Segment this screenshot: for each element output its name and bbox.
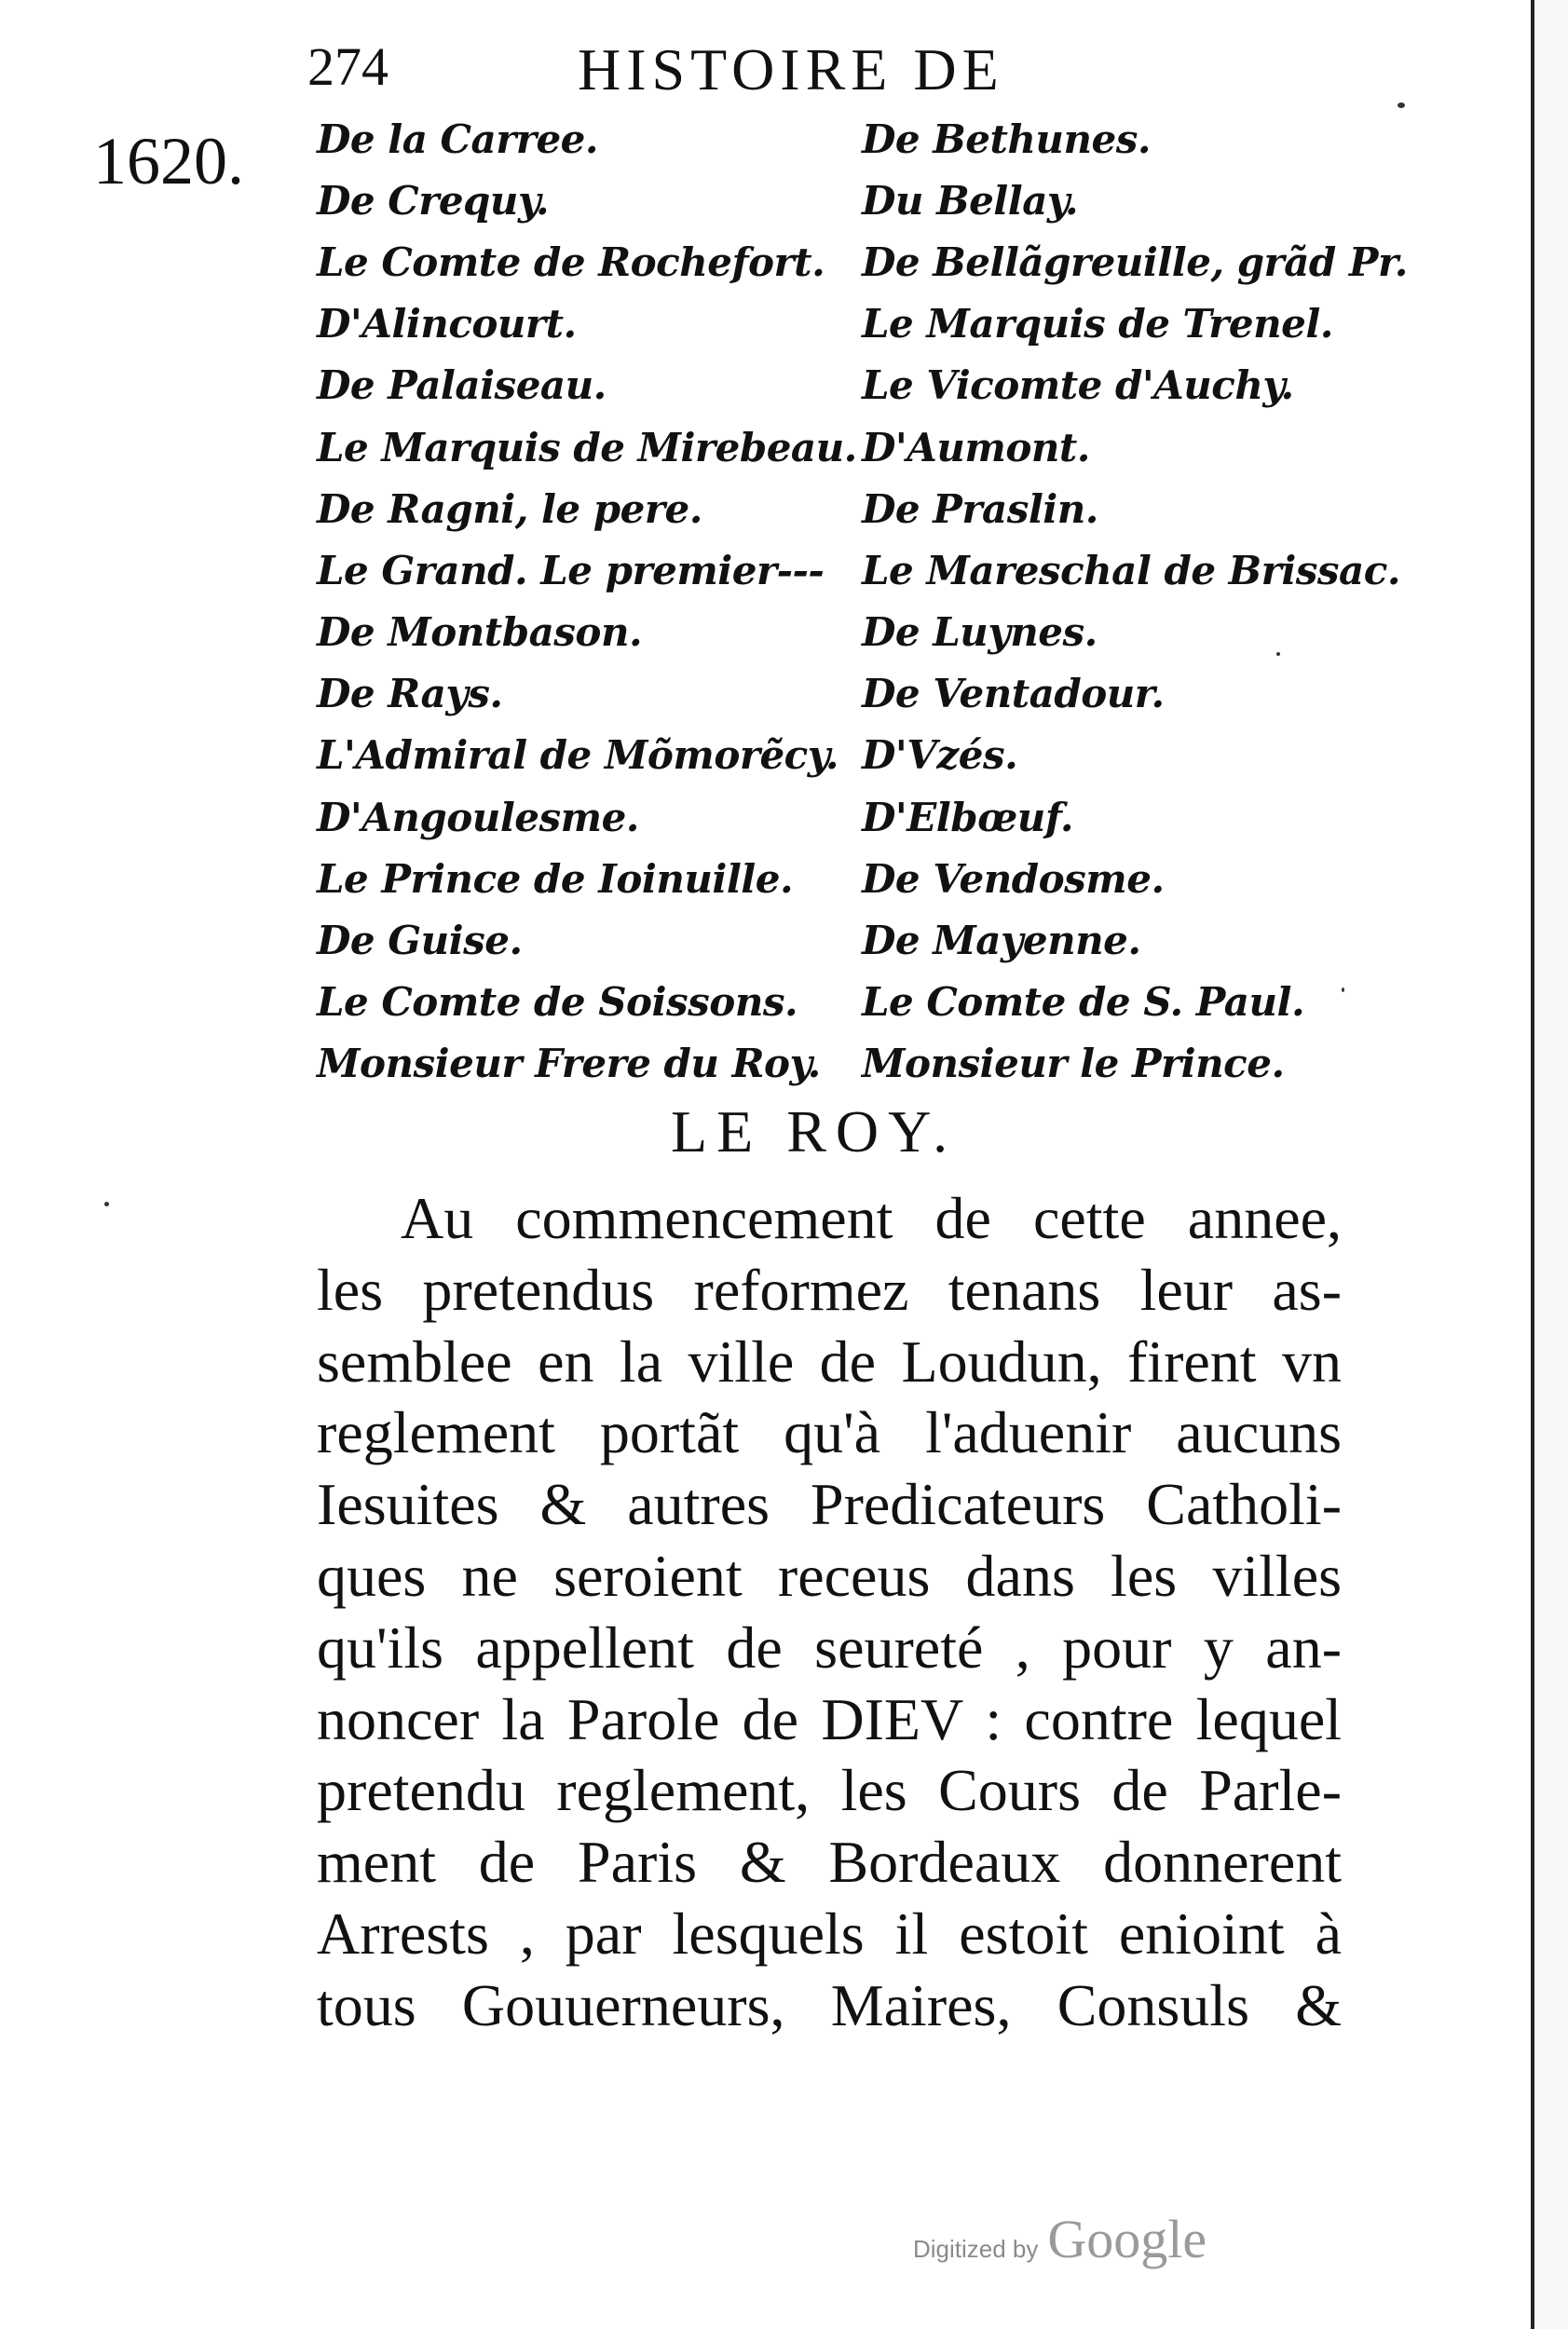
name-left: De la Carree. <box>317 116 599 162</box>
name-left: D'Alincourt. <box>317 301 577 347</box>
page-number: 274 <box>307 36 389 97</box>
name-right: Du Bellay. <box>862 177 1079 224</box>
name-left: Le Comte de Soissons. <box>317 979 798 1026</box>
name-right: D'Aumont. <box>862 424 1090 470</box>
name-row <box>317 972 1388 1033</box>
digitization-watermark <box>913 2208 1207 2270</box>
name-row <box>317 478 1388 539</box>
name-left: Le Prince de Ioinuille. <box>317 855 794 902</box>
margin-year-note: 1620. <box>93 124 244 198</box>
body-paragraph <box>317 1183 1342 2042</box>
name-list <box>317 108 1408 1095</box>
name-left: De Crequy. <box>317 177 550 224</box>
body-line: semblee en la ville de Loudun, firent vn <box>317 1328 1342 1395</box>
name-row <box>317 170 1388 231</box>
name-row <box>317 108 1388 170</box>
name-right: Monsieur le Prince. <box>862 1041 1285 1087</box>
running-head-title: HISTOIRE DE <box>578 36 1004 102</box>
name-row <box>317 786 1388 848</box>
name-right: Le Marquis de Trenel. <box>862 301 1333 347</box>
name-right: D'Elbœuf. <box>862 794 1074 840</box>
name-row <box>317 293 1388 355</box>
name-right: De Bellãgreuille, grãd Pr. <box>862 238 1408 285</box>
ink-speck <box>104 1202 109 1206</box>
name-row <box>317 539 1400 601</box>
name-left: De Montbason. <box>317 609 643 656</box>
name-left: Monsieur Frere du Roy. <box>317 1041 821 1087</box>
body-line: Au commencement de cette annee, <box>401 1185 1342 1251</box>
name-left: De Palaiseau. <box>317 362 607 409</box>
body-line: reglement portãt qu'à l'aduenir aucuns <box>317 1399 1342 1466</box>
name-left: D'Angoulesme. <box>317 794 639 840</box>
name-left: L'Admiral de Mõmorẽcy. <box>317 732 839 779</box>
ink-speck <box>1398 102 1405 108</box>
name-row <box>317 848 1388 909</box>
name-row <box>317 231 1408 293</box>
name-left: De Ragni, le pere. <box>317 485 702 532</box>
body-line: ques ne seroient receus dans les villes <box>317 1542 1342 1609</box>
name-right: Le Comte de S. Paul. <box>862 979 1305 1026</box>
name-right: De Luynes. <box>862 609 1098 656</box>
name-left: Le Marquis de Mirebeau. <box>317 424 857 470</box>
watermark-label: Digitized by <box>913 2235 1039 2263</box>
name-row <box>317 416 1388 478</box>
body-line: noncer la Parole de DIEV : contre lequel <box>317 1685 1342 1752</box>
name-row <box>317 602 1388 663</box>
page-edge-line <box>1531 0 1534 2329</box>
body-line: Arrests , par lesquels il estoit enioint à <box>317 1900 1342 1967</box>
name-right: De Ventadour. <box>862 671 1165 717</box>
name-left: De Rays. <box>317 671 503 717</box>
running-head <box>307 35 1379 110</box>
name-right: De Praslin. <box>862 485 1098 532</box>
body-line: les pretendus reformez tenans leur as- <box>317 1256 1342 1323</box>
name-row <box>317 725 1388 786</box>
page-edge-shadow <box>1534 0 1568 2329</box>
ink-speck <box>1276 652 1280 656</box>
name-row <box>317 663 1388 725</box>
name-right: De Mayenne. <box>862 918 1141 964</box>
body-line: qu'ils appellent de seureté , pour y an- <box>317 1614 1342 1681</box>
name-left: Le Comte de Rochefort. <box>317 238 825 285</box>
body-line: pretendu reglement, les Cours de Parle- <box>317 1757 1342 1824</box>
section-title: LE ROY. <box>671 1098 958 1164</box>
name-row <box>317 355 1388 416</box>
name-row <box>317 909 1388 971</box>
body-line: ment de Paris & Bordeaux donnerent <box>317 1829 1342 1896</box>
ink-speck <box>1342 987 1344 992</box>
google-logo: Google <box>1047 2209 1207 2269</box>
name-left: Le Grand. Le premier--- <box>317 547 825 593</box>
name-right: Le Mareschal de Brissac. <box>862 547 1400 593</box>
name-left: De Guise. <box>317 918 523 964</box>
body-line: tous Gouuerneurs, Maires, Consuls & <box>317 1971 1342 2038</box>
name-right: Le Vicomte d'Auchy. <box>862 362 1294 409</box>
name-right: De Bethunes. <box>862 116 1151 162</box>
body-line: Iesuites & autres Predicateurs Catholi- <box>317 1471 1342 1538</box>
name-right: De Vendosme. <box>862 855 1165 902</box>
name-right: D'Vzés. <box>862 732 1018 779</box>
name-row <box>317 1033 1388 1095</box>
